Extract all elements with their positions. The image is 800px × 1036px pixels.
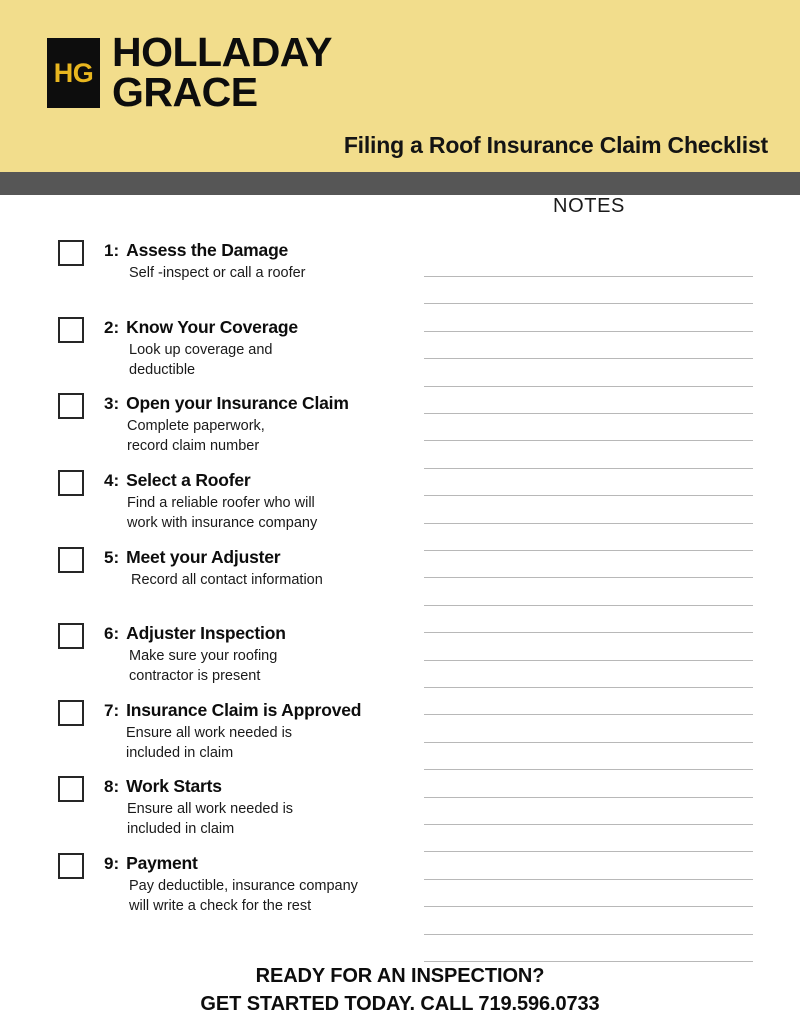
checklist-item-text	[104, 776, 416, 839]
note-line	[424, 742, 753, 743]
checkbox-7[interactable]	[58, 700, 84, 726]
checklist-item-title: Know Your Coverage	[126, 317, 298, 337]
checklist-item-text	[104, 853, 416, 916]
checklist-item-text	[104, 240, 416, 283]
checklist-item-heading	[104, 470, 416, 491]
logo-wordmark	[112, 29, 332, 116]
notes-heading: NOTES	[553, 195, 625, 217]
checklist-item-title: Meet your Adjuster	[126, 547, 281, 567]
checklist-item-description: Look up coverage and deductible	[129, 342, 273, 378]
checklist-item-title: Work Starts	[126, 776, 222, 796]
checklist-item-number: 5:	[104, 548, 120, 567]
note-line	[424, 386, 753, 387]
checklist-item-heading	[104, 547, 416, 568]
checklist-item-heading	[104, 240, 416, 261]
checklist-item-description: Pay deductible, insurance company will write a check for the rest	[129, 878, 358, 914]
checklist-item-description: Ensure all work needed is included in claim	[127, 801, 294, 837]
checklist-item-text	[104, 623, 416, 686]
checklist-item-text	[104, 700, 416, 763]
note-line	[424, 851, 753, 852]
note-line	[424, 605, 753, 606]
brand-logo	[47, 29, 332, 116]
checkbox-3[interactable]	[58, 393, 84, 419]
checkbox-5[interactable]	[58, 547, 84, 573]
page-title: Filing a Roof Insurance Claim Checklist	[343, 132, 768, 158]
checklist-item-description: Make sure your roofing contractor is present	[129, 648, 278, 684]
note-line	[424, 879, 753, 880]
note-line	[424, 660, 753, 661]
note-line	[424, 934, 753, 935]
note-line	[424, 687, 753, 688]
checklist-item-heading	[104, 853, 416, 874]
checklist-item-title: Payment	[126, 853, 198, 873]
footer-cta	[0, 962, 800, 1019]
note-line	[424, 331, 753, 332]
checklist-item-title: Adjuster Inspection	[126, 623, 286, 643]
checklist-item-heading	[104, 776, 416, 797]
note-line	[424, 358, 753, 359]
note-line	[424, 632, 753, 633]
checkbox-1[interactable]	[58, 240, 84, 266]
note-line	[424, 577, 753, 578]
checklist-item-description: Self -inspect or call a roofer	[129, 265, 306, 281]
note-line	[424, 440, 753, 441]
note-line	[424, 413, 753, 414]
logo-line-2: GRACE	[112, 69, 258, 116]
checklist-item-number: 7:	[104, 701, 120, 720]
header-divider	[0, 172, 800, 195]
note-line	[424, 495, 753, 496]
logo-line-1: HOLLADAY	[112, 29, 332, 75]
footer-line-2: GET STARTED TODAY. CALL 719.596.0733	[200, 993, 600, 1016]
checklist-item-heading	[104, 623, 416, 644]
checklist-item-description: Record all contact information	[131, 572, 323, 588]
note-line	[424, 468, 753, 469]
checklist-item-description: Find a reliable roofer who will work with insurance company	[127, 495, 318, 531]
checklist-item-title: Open your Insurance Claim	[126, 393, 349, 413]
logo-mark-icon	[47, 38, 100, 108]
checklist-item-title: Assess the Damage	[126, 240, 289, 260]
note-line	[424, 906, 753, 907]
checklist-item-text	[104, 470, 416, 533]
note-line	[424, 714, 753, 715]
note-line	[424, 303, 753, 304]
checklist-item-heading	[104, 317, 416, 338]
checklist-item-text	[104, 393, 416, 456]
note-line	[424, 769, 753, 770]
logo-mark-text: HG	[53, 57, 94, 88]
notes-section	[424, 195, 754, 226]
checklist-item-title: Insurance Claim is Approved	[126, 700, 362, 720]
checklist	[0, 195, 420, 940]
checkbox-4[interactable]	[58, 470, 84, 496]
checklist-item-number: 8:	[104, 777, 120, 796]
checklist-item-text	[104, 547, 416, 590]
checklist-item-number: 2:	[104, 318, 120, 337]
note-line	[424, 276, 753, 277]
checkbox-6[interactable]	[58, 623, 84, 649]
note-line	[424, 824, 753, 825]
checklist-item-number: 4:	[104, 471, 120, 490]
checkbox-9[interactable]	[58, 853, 84, 879]
note-line	[424, 797, 753, 798]
checkbox-2[interactable]	[58, 317, 84, 343]
checklist-item-title: Select a Roofer	[126, 470, 251, 490]
checklist-item-number: 6:	[104, 624, 120, 643]
note-line	[424, 550, 753, 551]
checklist-item-heading	[104, 393, 416, 414]
checklist-item-number: 9:	[104, 854, 120, 873]
note-line	[424, 523, 753, 524]
checklist-item-number: 3:	[104, 394, 120, 413]
checklist-item-heading	[104, 700, 416, 721]
checklist-item-description: Ensure all work needed is included in claim	[126, 725, 293, 761]
footer-line-1: READY FOR AN INSPECTION?	[255, 965, 545, 987]
checklist-item-number: 1:	[104, 241, 120, 260]
checkbox-8[interactable]	[58, 776, 84, 802]
checklist-item-text	[104, 317, 416, 380]
checklist-item-description: Complete paperwork, record claim number	[127, 418, 265, 454]
